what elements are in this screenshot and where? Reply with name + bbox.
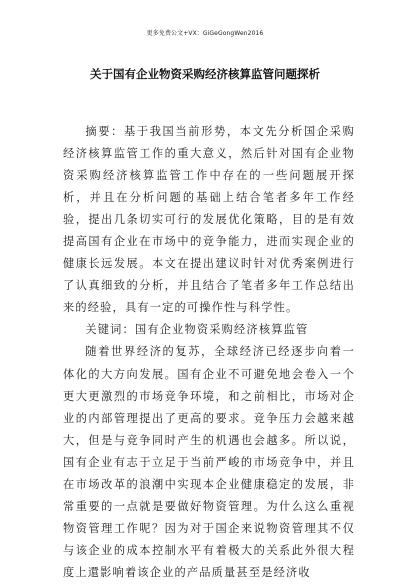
body-paragraph: 随着世界经济的复苏，全球经济已经逐步向着一体化的大方向发展。国有企业不可避免地会卷入一个更大更激烈的市场竞争环境，和之前相比，市场对企业的内部管理提出了更高的要求。竞争压力会越来越大，但是与竞争同时产生的机遇也会越多。所以说，国有企业有志于立足于当前严峻的市场竞争中，并且在市场改革的浪潮中实现本企业健康稳定的发展，非常重要的一点就是要做好物资管理。为什么这么重视物资管理工作呢？因为对于国企来说物资管理其不仅与该企业的成本控制水平有着极大的关系此外很大程度上還影响着该企业的产品质量甚至是经济收 <box>63 345 355 579</box>
header-note: 更多免费公文+VX：GiGeGongWen2016 <box>146 30 264 37</box>
keywords-paragraph: 关键词：国有企业物资采购经济核算监管 <box>85 323 309 337</box>
abstract-paragraph: 摘要：基于我国当前形势，本文先分析国企采购经济核算监管工作的重大意义，然后针对国有企业物资采购经济核算监管工作中存在的一些问题展开探析，并且在分析问题的基础上结合笔者多年工作经验，提出几条切实可行的发展优化策略，目的是有效提高国有企业在市场中的竞争能力，进而实现企业的健康长远发展。本文在提出建议时针对优秀案例进行了认真细致的分析，并且结合了笔者多年工作总结出来的经验，具有一定的可操作性与科学性。 <box>63 125 355 315</box>
document-title: 关于国有企业物资采购经济核算监管问题探析 <box>90 67 320 81</box>
document-body <box>63 121 355 584</box>
